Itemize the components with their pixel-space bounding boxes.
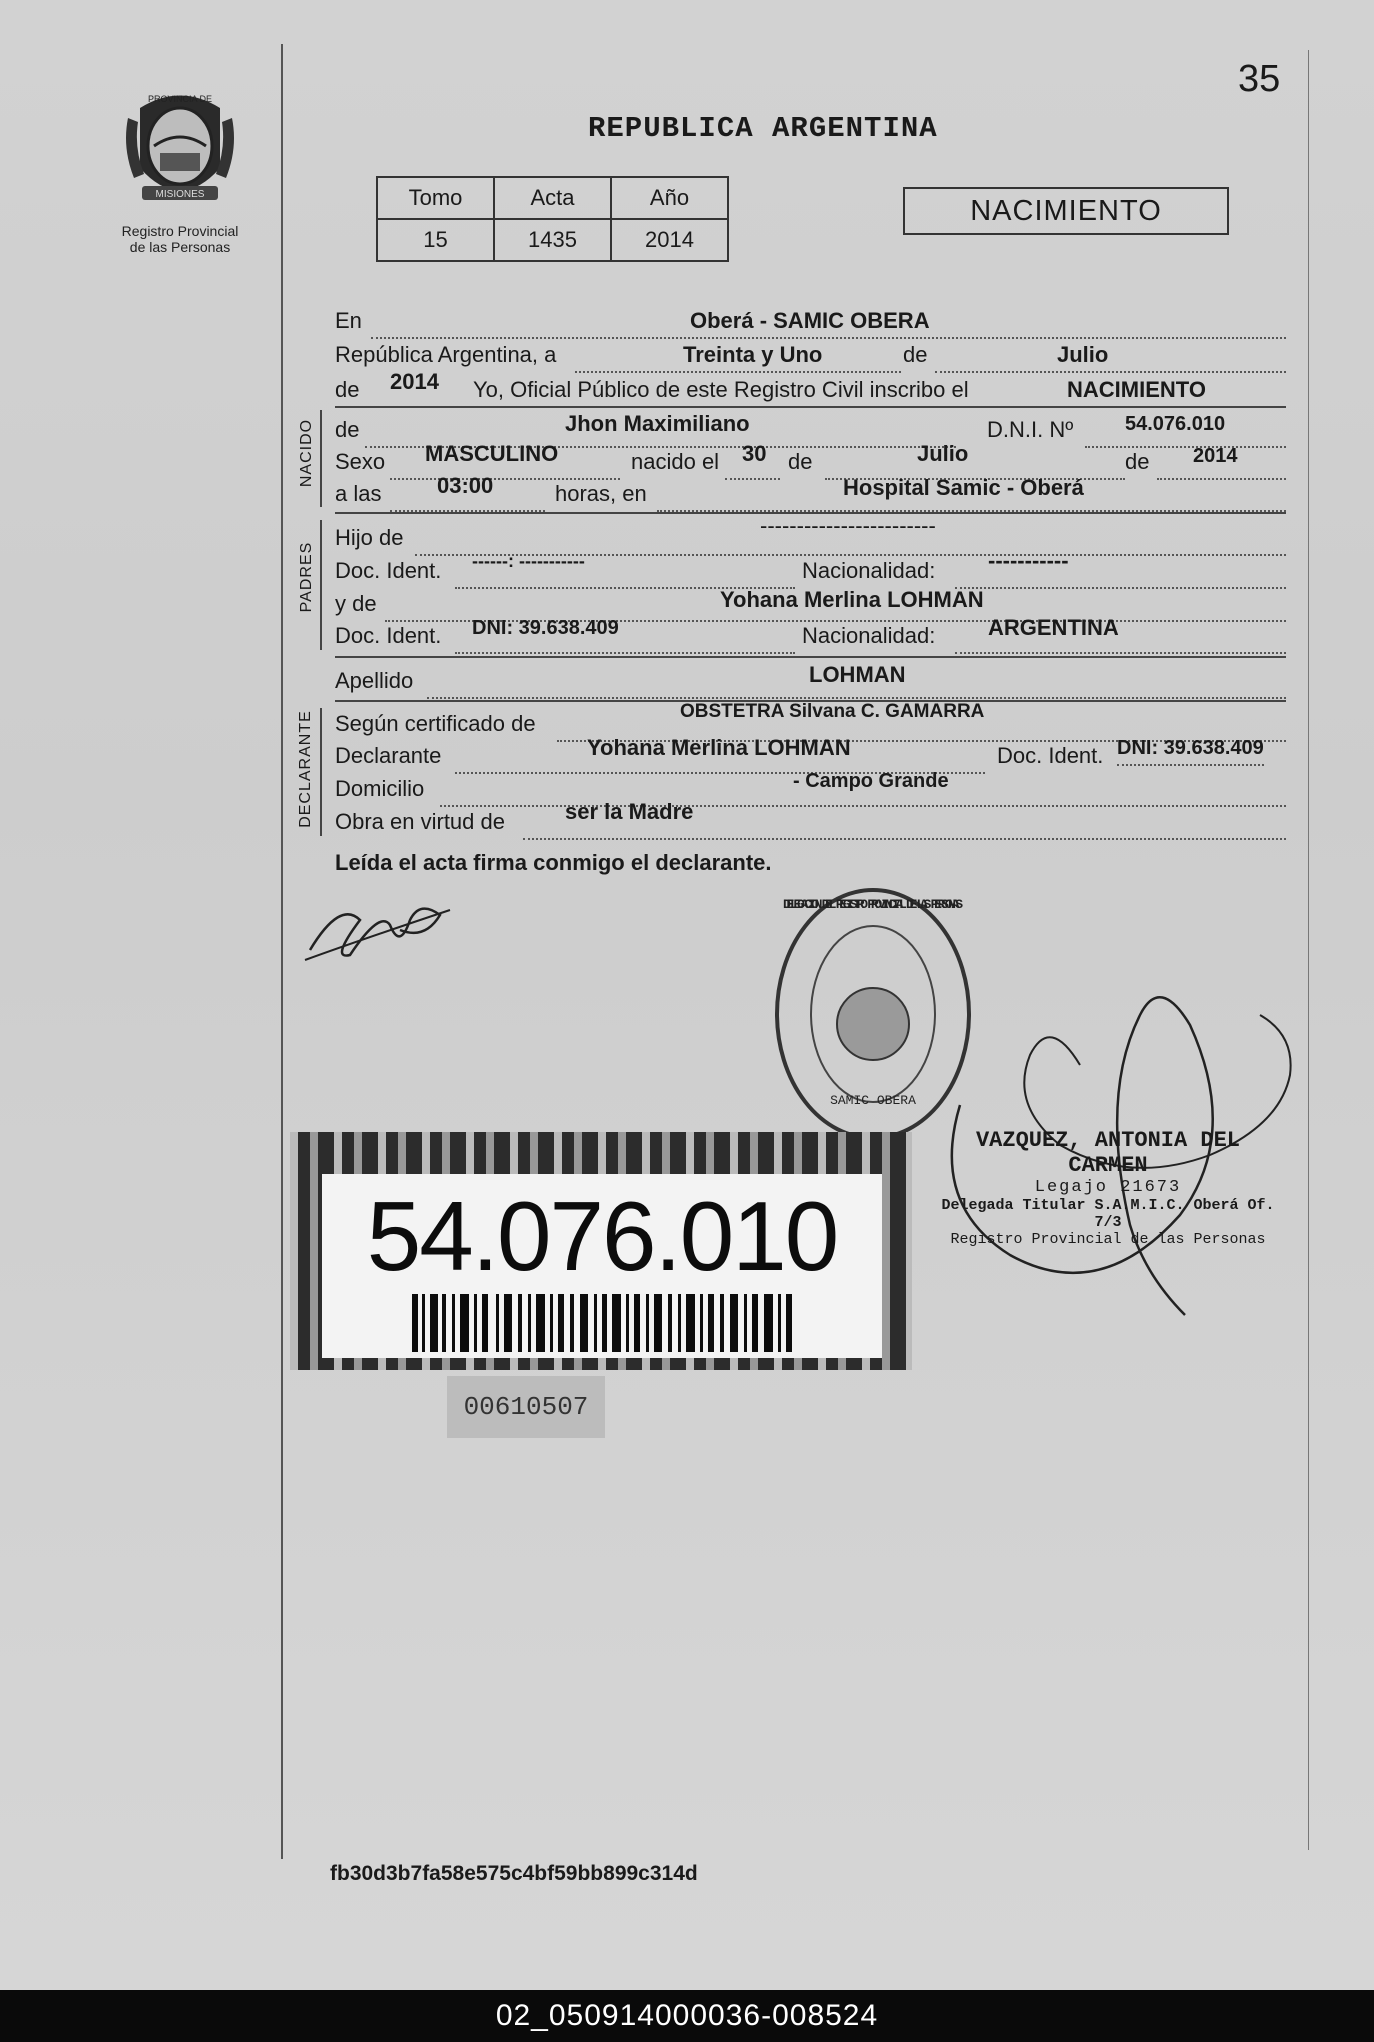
svg-text:SAMIC OBERA: SAMIC OBERA bbox=[830, 1093, 916, 1108]
section-label-padres: PADRES bbox=[298, 541, 315, 613]
document-title: REPUBLICA ARGENTINA bbox=[588, 112, 938, 145]
barcode-bars bbox=[412, 1294, 792, 1352]
line-doc-father bbox=[335, 548, 1286, 587]
doc-ident-label: Doc. Ident. bbox=[335, 558, 442, 583]
declarante-label: Declarante bbox=[335, 743, 442, 768]
mother-nationality-value: ARGENTINA bbox=[988, 615, 1119, 640]
act-type-box: NACIMIENTO bbox=[903, 187, 1229, 235]
nacido-el-label: nacido el bbox=[631, 449, 720, 474]
de-label: de bbox=[903, 342, 928, 367]
scan-footer-id: 02_050914000036-008524 bbox=[0, 1990, 1374, 2042]
dni-label: D.N.I. Nº bbox=[987, 417, 1074, 442]
svg-text:PROVINCIA DE: PROVINCIA DE bbox=[147, 94, 213, 104]
day-value: Treinta y Uno bbox=[683, 342, 823, 367]
line-domicilio bbox=[335, 770, 1286, 805]
month-value: Julio bbox=[1057, 342, 1109, 367]
section-bar-padres bbox=[320, 520, 322, 650]
hijo-de-label: Hijo de bbox=[335, 525, 404, 550]
mother-name-value: Yohana Merlina LOHMAN bbox=[720, 587, 984, 612]
domicilio-label: Domicilio bbox=[335, 776, 425, 801]
official-name: VAZQUEZ, ANTONIA DEL CARMEN bbox=[975, 1128, 1241, 1178]
line-doc-mother bbox=[335, 615, 1286, 652]
de-label: de bbox=[1125, 449, 1150, 474]
registry-table-value-row bbox=[377, 219, 728, 261]
father-name-value: ------------------------ bbox=[760, 513, 936, 538]
line-year bbox=[335, 369, 1286, 406]
official-role: Delegada Titular S.A.M.I.C. Oberá Of. 7/3 bbox=[941, 1197, 1275, 1231]
doc-ident-label: Doc. Ident. bbox=[997, 743, 1104, 768]
closing-statement: Leída el acta firma conmigo el declarante. bbox=[335, 850, 772, 875]
father-nationality-value: ----------- bbox=[988, 548, 1069, 573]
right-margin-line bbox=[1308, 50, 1309, 1850]
logo-caption-line1: Registro Provincial bbox=[121, 223, 239, 239]
sexo-label: Sexo bbox=[335, 449, 386, 474]
birth-year-value: 2014 bbox=[1193, 445, 1238, 467]
doc-ident-label: Doc. Ident. bbox=[335, 623, 442, 648]
declarant-doc-value: DNI: 39.638.409 bbox=[1117, 732, 1264, 766]
alas-label: a las bbox=[335, 481, 382, 506]
capacity-value: ser la Madre bbox=[565, 799, 694, 824]
inscribed-act-value: NACIMIENTO bbox=[1067, 377, 1206, 402]
father-doc-value: ------: ----------- bbox=[472, 551, 585, 571]
barcode-label bbox=[322, 1174, 882, 1358]
svg-text:MISIONES: MISIONES bbox=[155, 189, 205, 200]
y-de-label: y de bbox=[335, 591, 377, 616]
misiones-crest-icon bbox=[120, 88, 240, 218]
official-legajo: Legajo 21673 bbox=[1034, 1178, 1182, 1197]
certificado-label: Según certificado de bbox=[335, 711, 536, 736]
birth-day-value: 30 bbox=[742, 441, 767, 466]
section-bar-nacido bbox=[320, 410, 322, 507]
table-header-tomo: Tomo bbox=[377, 177, 494, 219]
nacionalidad-label: Nacionalidad: bbox=[802, 623, 936, 648]
table-value-ano: 2014 bbox=[611, 219, 728, 261]
table-header-ano: Año bbox=[611, 177, 728, 219]
barcode-number: 54.076.010 bbox=[366, 1181, 838, 1291]
certificate-issuer-value: OBSTETRA Silvana C. GAMARRA bbox=[680, 701, 985, 722]
section-separator bbox=[335, 656, 1286, 658]
mother-doc-value: DNI: 39.638.409 bbox=[472, 617, 619, 639]
official-stamp bbox=[938, 1128, 1278, 1248]
left-margin-line bbox=[281, 44, 283, 1859]
nacionalidad-label: Nacionalidad: bbox=[802, 558, 936, 583]
declarant-signature bbox=[300, 880, 460, 970]
registry-table bbox=[376, 176, 729, 262]
name-label: de bbox=[335, 417, 360, 442]
birth-month-value: Julio bbox=[917, 441, 969, 466]
section-label-declarante: DECLARANTE bbox=[297, 710, 314, 828]
birth-time-value: 03:00 bbox=[437, 473, 494, 498]
barcode-sticker bbox=[290, 1132, 912, 1370]
horas-label: horas, en bbox=[555, 481, 647, 506]
section-label-nacido: NACIDO bbox=[298, 418, 315, 488]
en-value: Oberá - SAMIC OBERA bbox=[690, 308, 930, 333]
apellido-label: Apellido bbox=[335, 668, 414, 693]
address-value: - Campo Grande bbox=[793, 770, 949, 792]
section-bar-declarante bbox=[320, 708, 322, 836]
year-de-label: de bbox=[335, 377, 360, 402]
surname-value: LOHMAN bbox=[809, 662, 906, 687]
svg-text:DELEGACION DEL REGISTRO PROVIN: DELEGACION DEL REGISTRO PROVINCIAL DE LAS PERSONAS bbox=[782, 897, 964, 912]
line-en bbox=[335, 305, 1286, 337]
de-label: de bbox=[788, 449, 813, 474]
officer-text: Yo, Oficial Público de este Registro Civil inscribo el bbox=[473, 377, 969, 402]
year-value: 2014 bbox=[390, 369, 439, 394]
registry-table-header-row bbox=[377, 177, 728, 219]
declarant-name-value: Yohana Merlina LOHMAN bbox=[587, 735, 851, 760]
table-value-tomo: 15 bbox=[377, 219, 494, 261]
line-apellido bbox=[335, 662, 1286, 697]
republica-label: República Argentina, a bbox=[335, 342, 557, 367]
official-office: Registro Provincial de las Personas bbox=[950, 1231, 1266, 1248]
obra-label: Obra en virtud de bbox=[335, 809, 505, 834]
page-number: 35 bbox=[1238, 58, 1281, 100]
birth-place-value: Hospital Samic - Oberá bbox=[843, 475, 1084, 500]
sexo-value: MASCULINO bbox=[425, 441, 559, 466]
dni-value: 54.076.010 bbox=[1125, 413, 1226, 435]
logo-caption-line2: de las Personas bbox=[129, 239, 231, 255]
en-label: En bbox=[335, 308, 362, 333]
table-header-acta: Acta bbox=[494, 177, 611, 219]
child-name-value: Jhon Maximiliano bbox=[565, 411, 750, 436]
line-republica bbox=[335, 339, 1286, 371]
registry-logo bbox=[100, 88, 260, 255]
table-value-acta: 1435 bbox=[494, 219, 611, 261]
line-hora bbox=[335, 473, 1286, 510]
document-hash: fb30d3b7fa58e575c4bf59bb899c314d bbox=[330, 1862, 698, 1885]
line-obra bbox=[335, 799, 1286, 838]
control-number-tag: 00610507 bbox=[447, 1376, 605, 1438]
dotted-rule bbox=[935, 347, 1286, 373]
